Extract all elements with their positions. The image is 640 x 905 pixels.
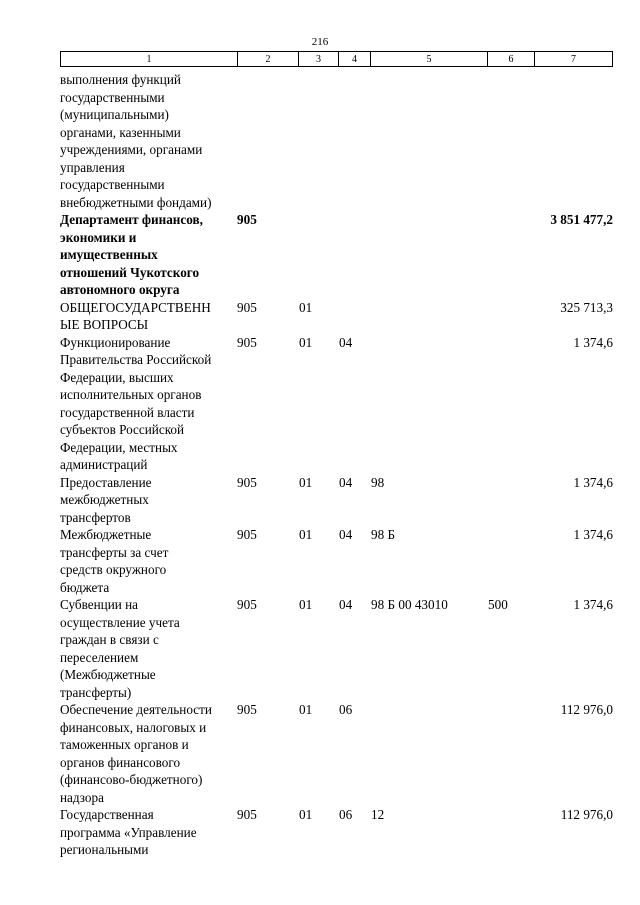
row-rz: 01 [299, 702, 313, 717]
row-sum: 1 374,6 [573, 597, 613, 612]
row-sum: 3 851 477,2 [550, 212, 613, 227]
row-ved: 905 [237, 807, 257, 822]
row-vr [486, 334, 533, 474]
row-rz: 01 [299, 474, 313, 490]
row-sum: 1 374,6 [573, 474, 613, 490]
row-name: Межбюджетные трансферты за счет средств окружного бюджета [60, 527, 169, 595]
page-number: 216 [311, 36, 329, 48]
table-row [60, 526, 613, 596]
row-name: Субвенции на осуществление учета граждан в связи с переселением (Межбюджетные трансферты) [60, 597, 180, 700]
row-rz [297, 211, 337, 299]
row-name: ОБЩЕГОСУДАРСТВЕНН ЫЕ ВОПРОСЫ [60, 299, 211, 332]
row-pr [337, 211, 369, 299]
column-header-2: 2 [237, 52, 298, 66]
row-vr [486, 299, 533, 334]
row-sum: 1 374,6 [573, 334, 613, 350]
row-sum: 1 374,6 [573, 527, 613, 542]
column-header-4: 4 [338, 52, 370, 66]
table-row [60, 596, 613, 701]
column-header-row [60, 51, 613, 67]
row-vr [486, 71, 533, 211]
row-pr: 06 [339, 807, 353, 822]
row-name: Государственная программа «Управление региональными [60, 807, 197, 857]
column-header-3: 3 [298, 52, 338, 66]
row-ved [236, 71, 297, 211]
column-header-1: 1 [146, 53, 152, 65]
row-csr [369, 211, 486, 299]
row-pr: 04 [339, 527, 353, 542]
table-row [60, 71, 613, 211]
row-vr [486, 474, 533, 527]
row-csr: 98 [371, 474, 385, 490]
row-name: Обеспечение деятельности финансовых, налоговых и таможенных органов и органов финансового (финансово-бюджетного) надзора [60, 702, 212, 805]
row-name: Функционирование Правительства Российской Федерации, высших исполнительных органов государственной власти субъектов Российской Федерации, местных администраций [60, 334, 212, 472]
column-header-7: 7 [534, 52, 612, 66]
row-vr [486, 211, 533, 299]
column-header-5: 5 [370, 52, 487, 66]
row-vr [486, 526, 533, 596]
row-sum: 112 976,0 [560, 807, 613, 822]
table-row [60, 806, 613, 859]
row-ved: 905 [237, 597, 257, 612]
row-pr [337, 299, 369, 334]
row-rz: 01 [299, 807, 313, 822]
table-row [60, 299, 613, 334]
row-csr [369, 701, 486, 806]
row-csr [369, 71, 486, 211]
row-csr: 98 Б 00 43010 [371, 597, 448, 612]
row-rz: 01 [299, 299, 313, 315]
row-name: Предоставление межбюджетных трансфертов [60, 474, 152, 525]
row-pr: 04 [339, 474, 353, 490]
table-row [60, 334, 613, 474]
row-rz [297, 71, 337, 211]
row-sum [533, 71, 613, 211]
row-rz: 01 [299, 334, 313, 350]
row-ved: 905 [237, 702, 257, 717]
row-pr [337, 71, 369, 211]
row-ved: 905 [237, 334, 257, 350]
row-name: Департамент финансов, экономики и имущественных отношений Чукотского автономного округа [60, 212, 203, 297]
row-rz: 01 [299, 597, 313, 612]
table-row [60, 211, 613, 299]
budget-table-body [60, 71, 613, 859]
row-vr: 500 [488, 597, 508, 612]
row-pr: 06 [339, 702, 353, 717]
row-vr [486, 701, 533, 806]
row-csr: 98 Б [371, 527, 396, 542]
row-csr: 12 [371, 807, 385, 822]
table-row [60, 474, 613, 527]
row-pr: 04 [339, 334, 353, 350]
row-csr [369, 334, 486, 474]
row-sum: 325 713,3 [560, 299, 613, 315]
row-ved: 905 [237, 474, 257, 490]
row-vr [486, 806, 533, 859]
row-sum: 112 976,0 [560, 702, 613, 717]
row-pr: 04 [339, 597, 353, 612]
row-ved: 905 [237, 299, 257, 315]
row-ved: 905 [237, 212, 257, 227]
column-header-6: 6 [487, 52, 534, 66]
row-name: выполнения функций государственными (муниципальными) органами, казенными учреждениями, органами управления государственными внебюджетными фондами) [60, 72, 212, 210]
row-csr [369, 299, 486, 334]
row-rz: 01 [299, 527, 313, 542]
table-row [60, 701, 613, 806]
row-ved: 905 [237, 527, 257, 542]
